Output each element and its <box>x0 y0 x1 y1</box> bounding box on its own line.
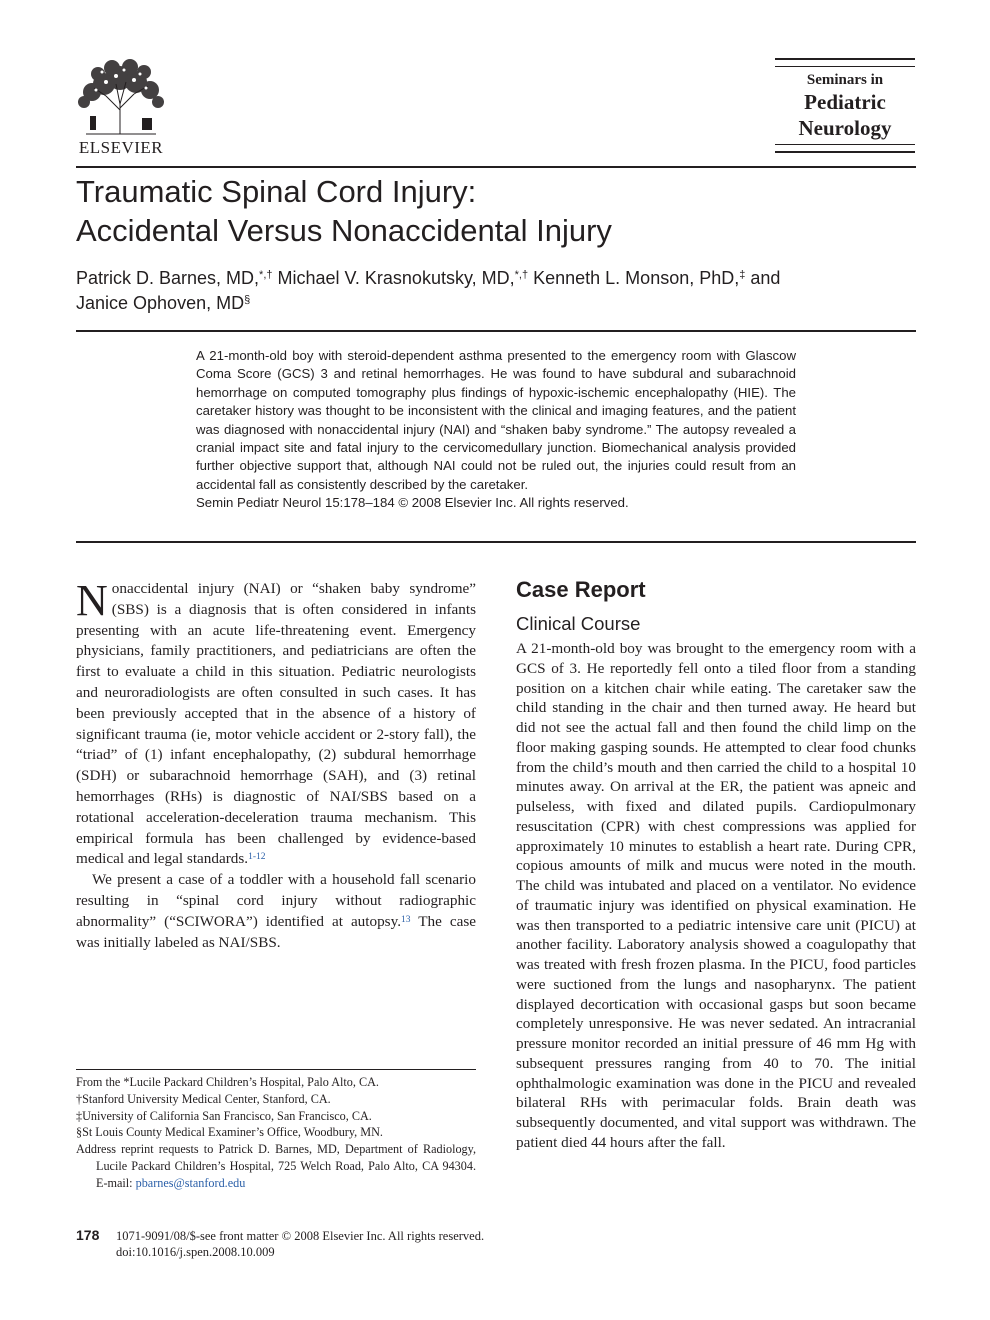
footnote-affiliation: †Stanford University Medical Center, Stanford, CA. <box>76 1091 331 1106</box>
publisher-name: ELSEVIER <box>78 138 164 157</box>
author-name: Janice Ophoven, MD <box>76 293 245 313</box>
elsevier-logo <box>76 58 166 157</box>
page-footer <box>116 1228 484 1260</box>
author-name: Kenneth L. Monson, PhD, <box>533 268 740 288</box>
footnote-affiliation: From the *Lucile Packard Children’s Hospital, Palo Alto, CA. <box>76 1075 379 1089</box>
title-line-1: Traumatic Spinal Cord Injury: <box>76 174 477 209</box>
author-list <box>76 266 916 316</box>
doi-line: doi:10.1016/j.spen.2008.10.009 <box>116 1245 275 1259</box>
intro-p1-text: onaccidental injury (NAI) or “shaken baby syndrome” (SBS) is a diagnosis that is often considered in infants presenting with an acute life-threatening event. Emergency physicians, family practitioners, and pediatricians are often the first to evaluate a child in this situation. Pediatric neurologists and neuroradiologists are often consulted in such cases. It has been previously accepted that in the absence of a history of significant trauma (ie, motor vehicle accident or 2-story fall), the “triad” of (1) infant encephalopathy, (2) subdural hemorrhage (SDH) or subarachnoid hemorrhage (SAH), and (3) retinal hemorrhages (RHs) is diagnostic of NAI/SBS based on a rotational acceleration-deceleration trauma mechanism. This empirical formula has been challenged by evidence-based medical and legal standards. <box>76 580 476 868</box>
footnote-rule <box>76 1069 476 1070</box>
intro-paragraph-2 <box>76 870 476 953</box>
author-affiliation-marks: *,† <box>259 269 273 281</box>
masthead-rule-top <box>775 58 915 67</box>
tree-icon <box>76 58 166 136</box>
author-connector: and <box>750 268 781 288</box>
section-heading: Case Report <box>516 577 646 602</box>
title-line-2: Accidental Versus Nonaccidental Injury <box>76 213 612 248</box>
intro-column <box>76 576 476 953</box>
journal-masthead <box>775 58 915 154</box>
clinical-course-column <box>516 639 916 1153</box>
address-text: Address reprint requests to Patrick D. Barnes, MD, Department of Radiology, Lucile Packard Children’s Hospital, 725 Welch Road, Palo Alto, CA 94304. E-mail: <box>76 1142 476 1190</box>
journal-name-line1: Pediatric <box>804 90 886 114</box>
footnote-affiliation: §St Louis County Medical Examiner’s Office, Woodbury, MN. <box>76 1125 383 1140</box>
footnote-address <box>76 1141 476 1191</box>
abstract-text: A 21-month-old boy with steroid-dependent asthma presented to the emergency room with Glascow Coma Score (GCS) 3 and retinal hemorrhages. He was found to have subdural and subarachnoid hemorrhage on computed tomography plus findings of hypoxic-ischemic encephalopathy (HIE). The caretaker history was thought to be inconsistent with the clinical and imaging features, and the patient was diagnosed with nonaccidental injury (NAI) and “shaken baby syndrome.” The autopsy revealed a cranial impact site and fatal injury to the cervicomedullary junction. Biomechanical analysis provided further objective support that, although NAI could not be ruled out, the injuries could result from an accidental fall as consistently described by the caretaker. <box>196 348 796 492</box>
abstract <box>196 347 796 513</box>
journal-name-line2: Neurology <box>798 116 892 140</box>
citation: Semin Pediatr Neurol 15:178–184 © 2008 Elsevier Inc. All rights reserved. <box>196 495 629 511</box>
header-divider <box>76 166 916 168</box>
author-affiliation-marks: ‡ <box>739 269 746 281</box>
reference-link[interactable]: 1-12 <box>248 852 266 863</box>
drop-cap: N <box>76 576 108 625</box>
article-title <box>76 172 916 250</box>
copyright-line: 1071-9091/08/$-see front matter © 2008 Elsevier Inc. All rights reserved. <box>116 1229 485 1243</box>
footnote-affiliation: ‡University of California San Francisco, San Francisco, CA. <box>76 1108 372 1123</box>
intro-p2-text: We present a case of a toddler with a household fall scenario resulting in “spinal cord injury without radiographic abnormality” (“SCIWORA”) identified at autopsy. <box>76 871 476 930</box>
subsection-heading: Clinical Course <box>516 613 641 634</box>
reference-link[interactable]: 13 <box>401 914 411 925</box>
page-number: 178 <box>76 1227 100 1243</box>
email-link[interactable]: pbarnes@stanford.edu <box>135 1175 246 1190</box>
author-name: Patrick D. Barnes, MD, <box>76 268 260 288</box>
author-affiliation-marks: § <box>244 294 251 306</box>
intro-paragraph-1 <box>76 576 476 870</box>
footnotes <box>76 1074 476 1192</box>
intro-p2-text-end: The case was initially labeled as NAI/SBS. <box>76 912 476 951</box>
author-name: Michael V. Krasnokutsky, MD, <box>277 268 515 288</box>
masthead-rule-bottom <box>775 144 915 153</box>
clinical-course-text: A 21-month-old boy was brought to the emergency room with a GCS of 3. He reportedly fell onto a tiled floor from a standing position on a kitchen chair while eating. The caretaker saw the child standing in the chair and then turned away. He heard but did not see the actual fall and then found the child limp on the floor making gasping sounds. He attempted to clear food chunks from the child’s mouth and then carried the child to a hospital 10 minutes away. On arrival at the ER, the patient was apneic and pulseless, with fixed and dilated pupils. Cardiopulmonary resuscitation (CPR) with chest compressions was applied for approximately 10 minutes to establish a heart rate. During CPR, copious amounts of milk and mucus were noted in the mouth. The child was intubated and placed on a ventilator. No evidence of traumatic injury was identified on physical examination. He was then transported to a pediatric intensive care unit (PICU) at another facility. Laboratory analysis showed a coagulopathy that was treated with fresh frozen plasma. In the PICU, food particles were suctioned from the lungs and nasopharynx. The patient displayed decortication with occasional gasps but soon became completely unresponsive. He was never sedated. An intracranial pressure monitor recorded an initial pressure of 46 mm Hg with subsequent pressures ranging from 40 to 70. The initial ophthalmologic examination was done in the PICU and revealed bilateral RHs with perimacular folds. Brain death was subsequently documented, and vital support was withdrawn. The patient died 44 hours after the fall. <box>516 640 916 1151</box>
abstract-rule-bottom <box>76 541 916 543</box>
journal-series: Seminars in <box>806 72 884 88</box>
abstract-rule-top <box>76 330 916 332</box>
author-affiliation-marks: *,† <box>514 269 529 281</box>
